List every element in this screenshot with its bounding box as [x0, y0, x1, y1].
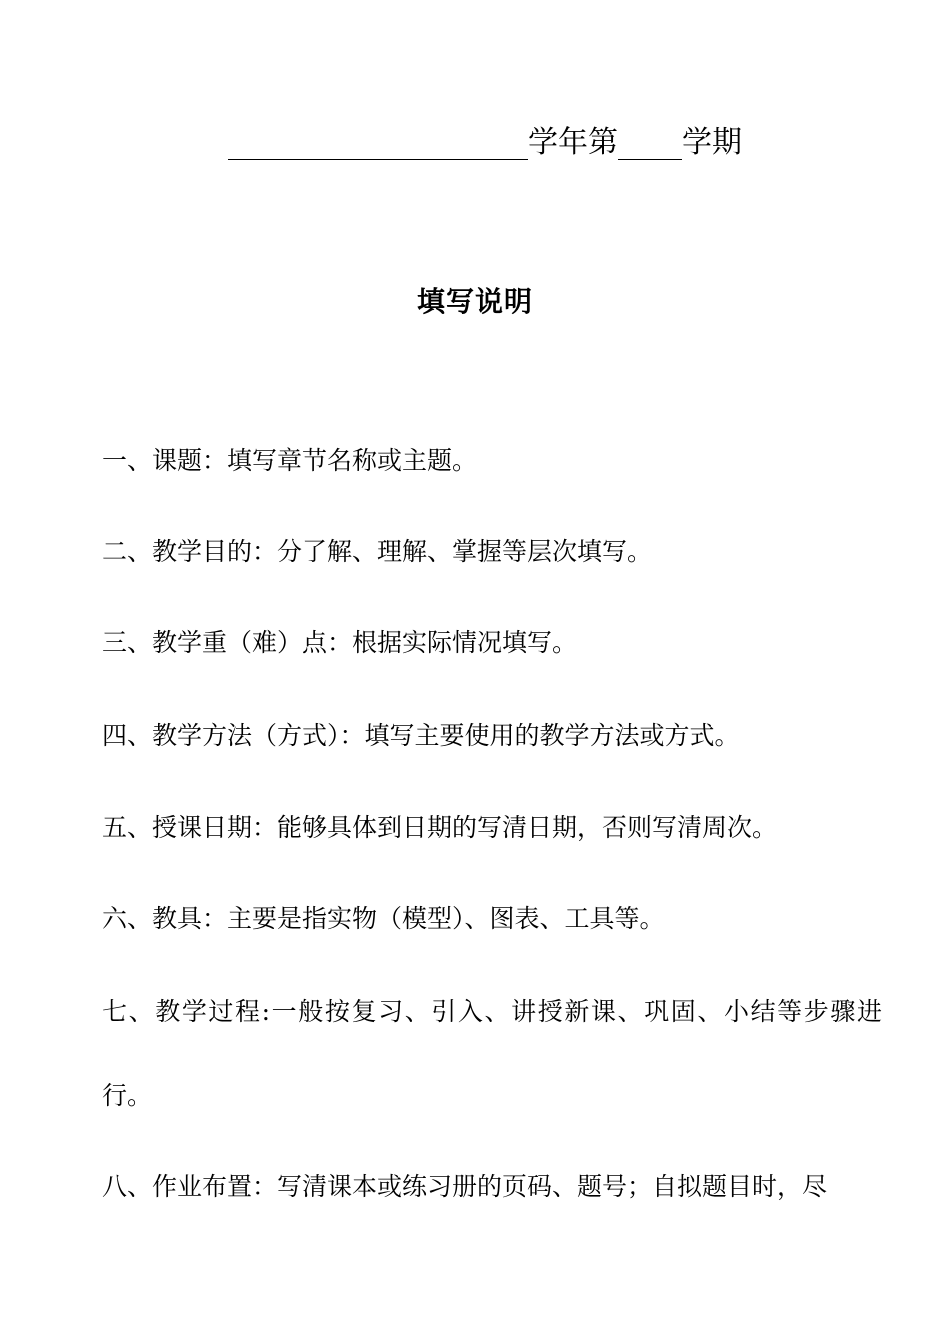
semester-number-blank[interactable] — [618, 123, 682, 160]
instruction-item-key-points: 三、教学重（难）点：根据实际情况填写。 — [102, 628, 578, 657]
instruction-item-topic: 一、课题：填写章节名称或主题。 — [102, 446, 478, 475]
semester-label: 学期 — [682, 125, 742, 160]
instruction-item-dates: 五、授课日期：能够具体到日期的写清日期，否则写清周次。 — [102, 813, 778, 842]
instruction-item-teaching-aids: 六、教具：主要是指实物（模型）、图表、工具等。 — [102, 904, 665, 933]
academic-year-label: 学年第 — [528, 125, 618, 160]
academic-year-blank[interactable] — [228, 123, 528, 160]
instruction-item-homework: 八、作业布置：写清课本或练习册的页码、题号；自拟题目时，尽 — [102, 1172, 828, 1201]
instruction-item-objectives: 二、教学目的：分了解、理解、掌握等层次填写。 — [102, 537, 653, 566]
instruction-item-process: 七、教学过程:一般按复习、引入、讲授新课、巩固、小结等步骤进行。 — [102, 997, 882, 1110]
instruction-item-methods: 四、教学方法（方式）：填写主要使用的教学方法或方式。 — [102, 721, 740, 750]
page-title: 填写说明 — [416, 285, 533, 318]
academic-term-line — [228, 120, 768, 166]
